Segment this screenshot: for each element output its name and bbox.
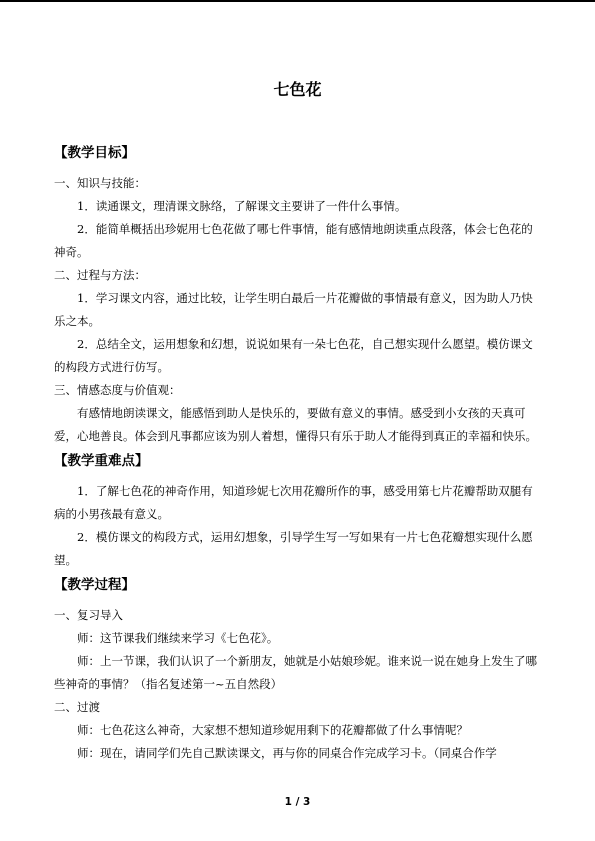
paragraph: 师：上一节课，我们认识了一个新朋友，她就是小姑娘珍妮。谁来说一说在她身上发生了哪些神奇的事情？（指名复述第一~五自然段） xyxy=(54,654,537,691)
section-heading: 【教学过程】 xyxy=(54,577,135,593)
paragraph: 师：七色花这么神奇，大家想不想知道珍妮用剩下的花瓣都做了什么事情呢？ xyxy=(77,723,468,737)
paragraph: 三、情感态度与价值观： xyxy=(54,383,181,397)
paragraph: 1．学习课文内容，通过比较，让学生明白最后一片花瓣做的事情最有意义，因为助人乃快乐之本。 xyxy=(54,291,533,328)
paragraph: 2．总结全文，运用想象和幻想，说说如果有一朵七色花，自己想实现什么愿望。模仿课文的构段方式进行仿写。 xyxy=(54,337,533,374)
section-heading: 【教学重难点】 xyxy=(54,453,149,469)
paragraph: 师：这节课我们继续来学习《七色花》。 xyxy=(77,631,279,645)
paragraph: 1．了解七色花的神奇作用，知道珍妮七次用花瓣所作的事，感受用第七片花瓣帮助双腿有病的小男孩最有意义。 xyxy=(54,484,533,521)
paragraph: 有感情地朗读课文，能感悟到助人是快乐的，要做有意义的事情。感受到小女孩的天真可爱，心地善良。体会到凡事都应该为别人着想，懂得只有乐于助人才能得到真正的幸福和快乐。 xyxy=(54,406,537,443)
paragraph: 1．读通课文，理清课文脉络，了解课文主要讲了一件什么事情。 xyxy=(77,199,407,213)
paragraph: 二、过程与方法： xyxy=(54,268,146,282)
paragraph: 一、知识与技能： xyxy=(54,176,146,190)
paragraph: 二、过渡 xyxy=(54,700,100,714)
document-body xyxy=(54,142,541,765)
paragraph: 2．能简单概括出珍妮用七色花做了哪七件事情，能有感情地朗读重点段落，体会七色花的神奇。 xyxy=(54,222,533,259)
document-title: 七色花 xyxy=(273,80,322,99)
paragraph: 师：现在，请同学们先自己默读课文，再与你的同桌合作完成学习卡。（同桌合作学 xyxy=(77,746,497,760)
paragraph: 一、复习导入 xyxy=(54,608,123,622)
page-number: 1 / 3 xyxy=(284,796,311,808)
top-border xyxy=(0,0,595,2)
paragraph: 2．模仿课文的构段方式，运用幻想象，引导学生写一写如果有一片七色花瓣想实现什么愿望。 xyxy=(54,530,533,567)
section-heading: 【教学目标】 xyxy=(54,145,135,161)
